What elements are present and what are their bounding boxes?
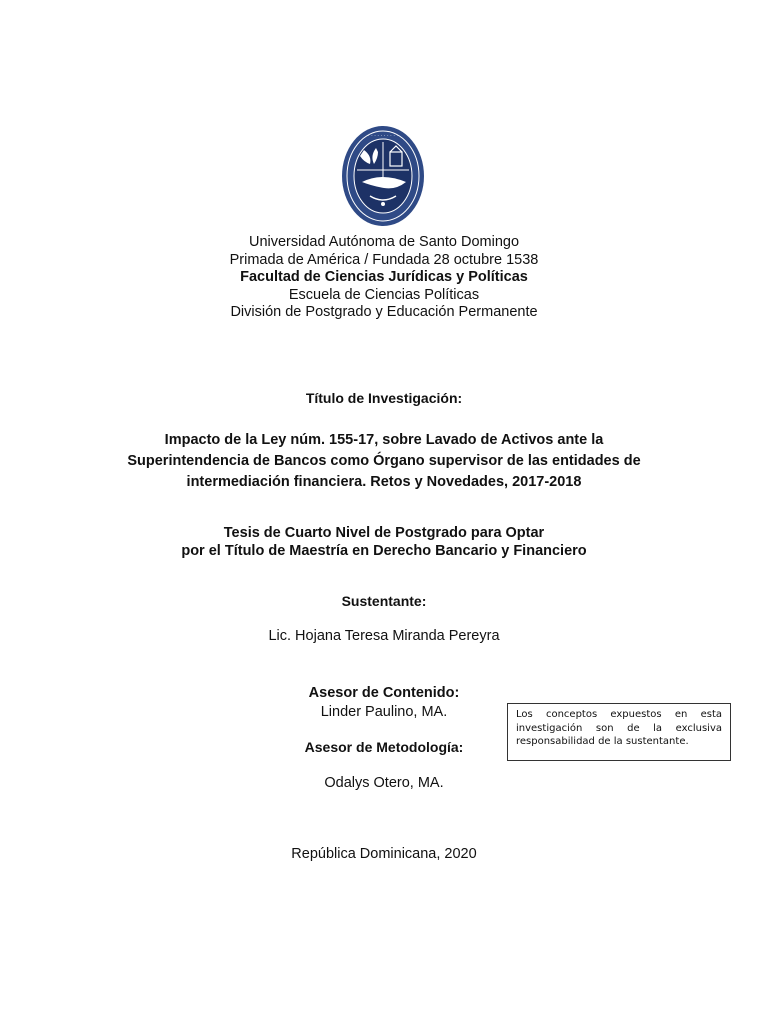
svg-text:· · · · · · · · · ·: · · · · · · · · · · [367,133,399,139]
school-name: Escuela de Ciencias Políticas [288,286,480,303]
thesis-line: Tesis de Cuarto Nivel de Postgrado para Optar [223,525,545,541]
division-name: División de Postgrado y Educación Permanente [230,304,538,320]
research-title-line: Superintendencia de Bancos como Órgano supervisor de las entidades de [127,453,641,469]
university-name: Universidad Autónoma de Santo Domingo [248,234,520,250]
research-title-line: Impacto de la Ley núm. 155-17, sobre Lavado de Activos ante la [164,432,604,448]
research-title [0,430,768,493]
research-title-line: intermediación financiera. Retos y Novedades, 2017-2018 [186,474,582,490]
place-date: República Dominicana, 2020 [291,846,477,862]
content-advisor-label: Asesor de Contenido: [308,685,460,701]
sustentante-name: Lic. Hojana Teresa Miranda Pereyra [268,628,500,644]
methodology-advisor-name: Odalys Otero, MA. [324,775,444,791]
title-label: Título de Investigación: [305,390,463,406]
university-seal-icon [340,124,426,228]
university-founding: Primada de América / Fundada 28 octubre 1538 [229,251,539,268]
thesis-description [0,524,768,560]
institution-block [0,234,768,322]
sustentante-label: Sustentante: [341,593,427,609]
thesis-line: por el Título de Maestría en Derecho Bancario y Financiero [181,543,587,559]
faculty-name: Facultad de Ciencias Jurídicas y Políticas [240,269,528,285]
methodology-advisor-label: Asesor de Metodología: [304,739,464,755]
content-advisor-name: Linder Paulino, MA. [320,704,448,720]
disclaimer-box: Los conceptos expuestos en esta investigación son de la exclusiva responsabilidad de la sustentante. [507,703,731,761]
